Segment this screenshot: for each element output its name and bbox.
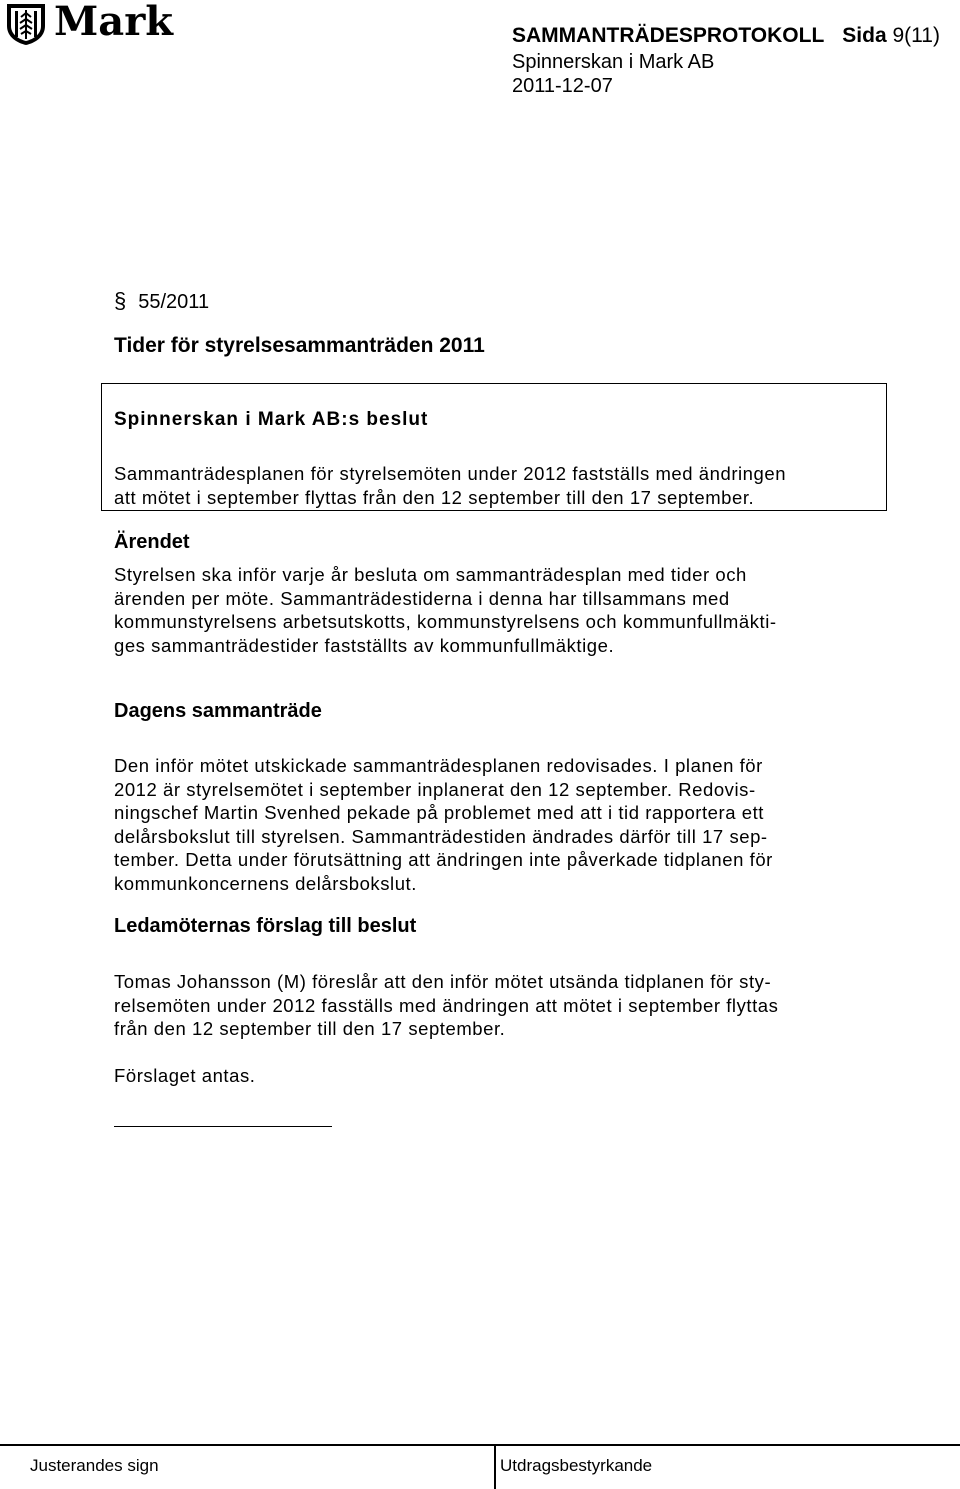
text-line: Sammanträdesplanen för styrelsemöten under 2012 fastställs med ändringen: [114, 463, 787, 484]
text-line: från den 12 september till den 17 september.: [114, 1018, 506, 1040]
page-label: Sida: [842, 24, 887, 47]
paragraph-number-text: 55/2011: [138, 291, 210, 313]
page-number: 9(11): [892, 24, 940, 47]
text-line: att mötet i september flyttas från den 12 september till den 17 september.: [114, 486, 755, 508]
proposal-heading: Ledamöternas förslag till beslut: [114, 915, 417, 937]
utdragsbestyrkande-label: Utdragsbestyrkande: [500, 1456, 653, 1475]
decision-heading: Spinnerskan i Mark AB:s beslut: [114, 409, 429, 430]
text-line: delårsbokslut till styrelsen. Sammanträdestiden ändrades därför till 17 sep-: [114, 825, 768, 847]
text-line: kommunstyrelsens arbetsutskotts, kommunstyrelsens och kommunfullmäkti-: [114, 611, 777, 633]
justerandes-sign-label: Justerandes sign: [30, 1456, 159, 1475]
background-text: [114, 563, 874, 657]
decision-text: [114, 462, 874, 509]
text-line: ningschef Martin Svenhed pekade på problemet med att i tid rapportera ett: [114, 802, 764, 824]
text-line: Den inför mötet utskickade sammanträdesplanen redovisades. I planen för: [114, 755, 763, 776]
text-line: tember. Detta under förutsättning att ändringen inte påverkade tidplanen för: [114, 849, 773, 871]
text-line: ärenden per möte. Sammanträdestiderna i denna har tillsammans med: [114, 587, 730, 609]
background-heading: Ärendet: [114, 531, 190, 553]
section-sign-icon: §: [114, 288, 127, 313]
text-line: relsemöten under 2012 fasställs med ändringen att mötet i september flyttas: [114, 994, 779, 1016]
case-title: Tider för styrelsesammanträden 2011: [114, 334, 485, 357]
text-line: Tomas Johansson (M) föreslår att den inför mötet utsända tidplanen för sty-: [114, 971, 772, 992]
text-line: ges sammanträdestider fastställts av kommunfullmäktige.: [114, 634, 615, 656]
protocol-date: 2011-12-07: [512, 75, 613, 97]
meeting-heading: Dagens sammanträde: [114, 700, 322, 722]
text-line: 2012 är styrelsemötet i september inplanerat den 12 september. Redovis-: [114, 778, 756, 800]
company-name: Spinnerskan i Mark AB: [512, 51, 715, 73]
text-line: kommunkoncernens delårsbokslut.: [114, 872, 417, 894]
proposal-outcome: Förslaget antas.: [114, 1065, 256, 1086]
meeting-text: [114, 754, 874, 896]
logo-wordmark: Mark: [54, 0, 173, 45]
footer-divider: [494, 1444, 496, 1489]
protocol-header: [512, 24, 940, 48]
footer-rule: [0, 1444, 960, 1446]
signature-line: [114, 1126, 332, 1127]
paragraph-number: [114, 288, 209, 314]
text-line: Styrelsen ska inför varje år besluta om sammanträdesplan med tider och: [114, 564, 747, 585]
protocol-title: SAMMANTRÄDESPROTOKOLL: [512, 24, 825, 47]
municipal-crest-icon: [4, 2, 48, 46]
proposal-text: [114, 970, 874, 1041]
